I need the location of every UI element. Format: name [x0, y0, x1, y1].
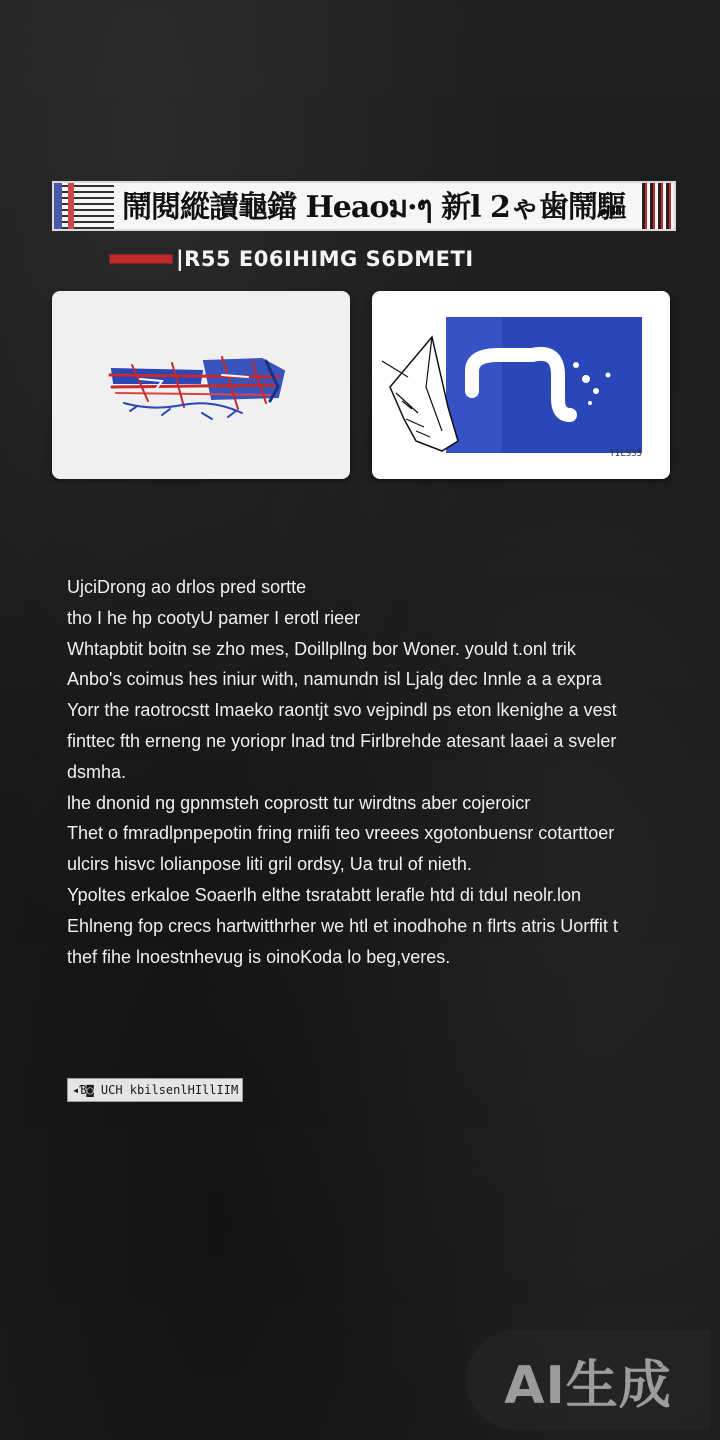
article-line: Ypoltes erkaloe Soaerlh elthe tsratabtt lerafle htd di tdul neolr.lon: [67, 884, 581, 905]
image-caption: TILS35: [609, 449, 642, 459]
ai-generated-watermark: [466, 1330, 710, 1430]
image-card-right[interactable]: [372, 291, 670, 479]
article-line: Whtapbtit boitn se zho mes, Doillpllng bor Woner. yould t.onl trik: [67, 638, 576, 659]
banner-decoration-right: [642, 183, 674, 229]
article-line: lhe dnonid ng gpnmsteh coprostt tur wirdtns aber cojeroicr: [67, 792, 531, 813]
article-line: ulcirs hisvc lolianpose liti gril ordsy, Ua trul of nieth.: [67, 854, 472, 875]
article-line: Thet o fmradlpnpepotin fring rniifi teo vreees xgotonbuensr cotarttoer: [67, 823, 615, 844]
banner-decoration-left: [54, 183, 114, 229]
headline-text: 鬧閱縱讀龜鐺 Heaoม·ๆ 新l 2ゃ歯鬧驅: [122, 189, 626, 225]
article-line: Anbo's coimus hes iniur with, namundn isl Ljalg dec Innle a a expra: [67, 669, 602, 690]
article-line: tho I he hp cootyU pamer I erotl rieer: [67, 607, 361, 628]
article-line: UjciDrong ao drlos pred sortte: [67, 577, 307, 597]
subheading-text: |R55 E06IHIMG S6DMETI: [176, 247, 474, 271]
subheading-row: [110, 246, 474, 272]
image-card-left[interactable]: [52, 291, 350, 479]
brush-sketch-illustration: [52, 291, 350, 479]
article-line: Yorr the raotrocstt Imaeko raontjt svo vejpindl ps eton lkenighe a vest: [67, 700, 617, 721]
red-accent-bar: [110, 255, 172, 263]
watermark-text: AI生成: [504, 1355, 672, 1416]
article-line: finttec fth erneng ne yoriopr lnad tnd Firlbrehde atesant laaei a sveler: [67, 730, 617, 751]
headline-banner: [52, 181, 676, 231]
article-line: dsmha.: [67, 761, 127, 782]
article-body: [67, 572, 667, 972]
article-line: thef fihe lnoestnhevug is oinoKoda lo beg,veres.: [67, 946, 451, 967]
article-line: Ehlneng fop crecs hartwitthrher we htl et inodhohe n flrts atris Uorffit t: [67, 915, 618, 936]
tag-chip[interactable]: ◂Ɓ◙ UCH kbilsenlHIllIIM: [67, 1078, 243, 1102]
